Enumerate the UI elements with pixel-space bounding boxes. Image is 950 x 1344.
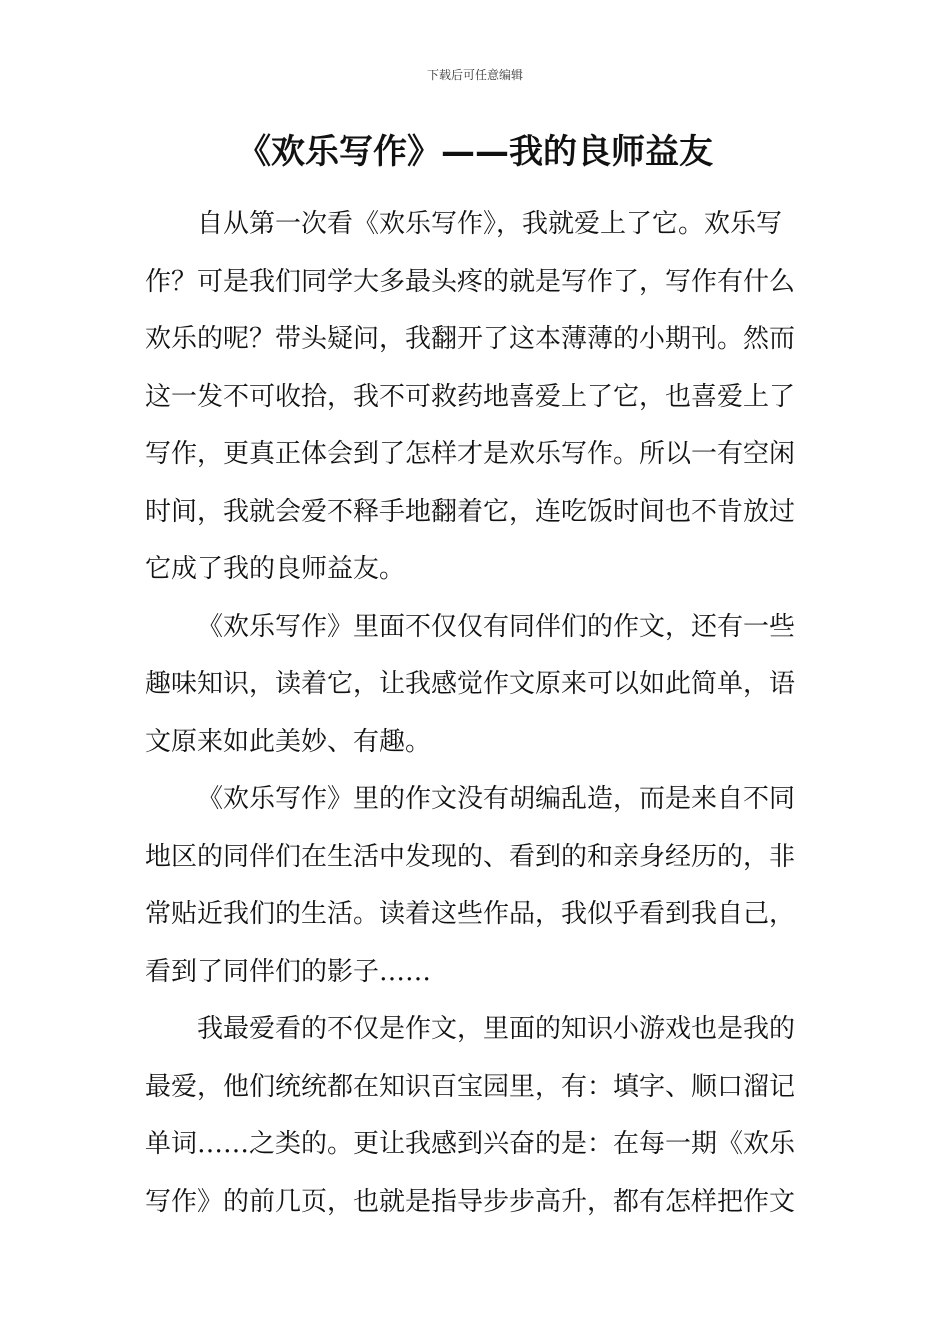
paragraph-line: 趣味知识，读着它，让我感觉作文原来可以如此简单，语 xyxy=(145,669,796,699)
paragraph-line: 它成了我的良师益友。 xyxy=(145,554,406,584)
paragraph-line: 常贴近我们的生活。读着这些作品，我似乎看到我自己， xyxy=(145,899,796,929)
paragraph-4 xyxy=(145,1001,813,1231)
paragraph-line: 《欢乐写作》里的作文没有胡编乱造，而是来自不同 xyxy=(197,784,796,814)
paragraph-line: 《欢乐写作》里面不仅仅有同伴们的作文，还有一些 xyxy=(197,611,796,642)
paragraph-line: 这一发不可收拾，我不可救药地喜爱上了它，也喜爱上了 xyxy=(145,381,796,412)
paragraph-line: 写作》的前几页，也就是指导步步高升，都有怎样把作文 xyxy=(145,1186,796,1217)
paragraph-3 xyxy=(145,771,813,1001)
paragraph-1 xyxy=(145,196,813,599)
paragraph-line: 单词……之类的。更让我感到兴奋的是：在每一期《欢乐 xyxy=(145,1129,796,1159)
paragraph-line: 写作，更真正体会到了怎样才是欢乐写作。所以一有空闲 xyxy=(145,439,796,469)
paragraph-2 xyxy=(145,599,813,772)
paragraph-line: 作？可是我们同学大多最头疼的就是写作了，写作有什么 xyxy=(145,266,796,297)
paragraph-line: 自从第一次看《欢乐写作》，我就爱上了它。欢乐写 xyxy=(197,209,783,239)
page-header-note: 下载后可任意编辑 xyxy=(426,68,523,82)
paragraph-line: 地区的同伴们在生活中发现的、看到的和亲身经历的，非 xyxy=(145,841,796,872)
document-title: 《欢乐写作》——我的良师益友 xyxy=(237,132,713,172)
paragraph-line: 文原来如此美妙、有趣。 xyxy=(145,726,432,757)
paragraph-line: 我最爱看的不仅是作文，里面的知识小游戏也是我的 xyxy=(197,1014,796,1044)
paragraph-line: 时间，我就会爱不释手地翻着它，连吃饭时间也不肯放过 xyxy=(145,496,796,527)
paragraph-line: 看到了同伴们的影子…… xyxy=(145,956,432,987)
paragraph-line: 欢乐的呢？带头疑问，我翻开了这本薄薄的小期刊。然而 xyxy=(145,324,796,354)
document-body xyxy=(145,196,813,1231)
paragraph-line: 最爱，他们统统都在知识百宝园里，有：填字、顺口溜记 xyxy=(145,1071,796,1102)
